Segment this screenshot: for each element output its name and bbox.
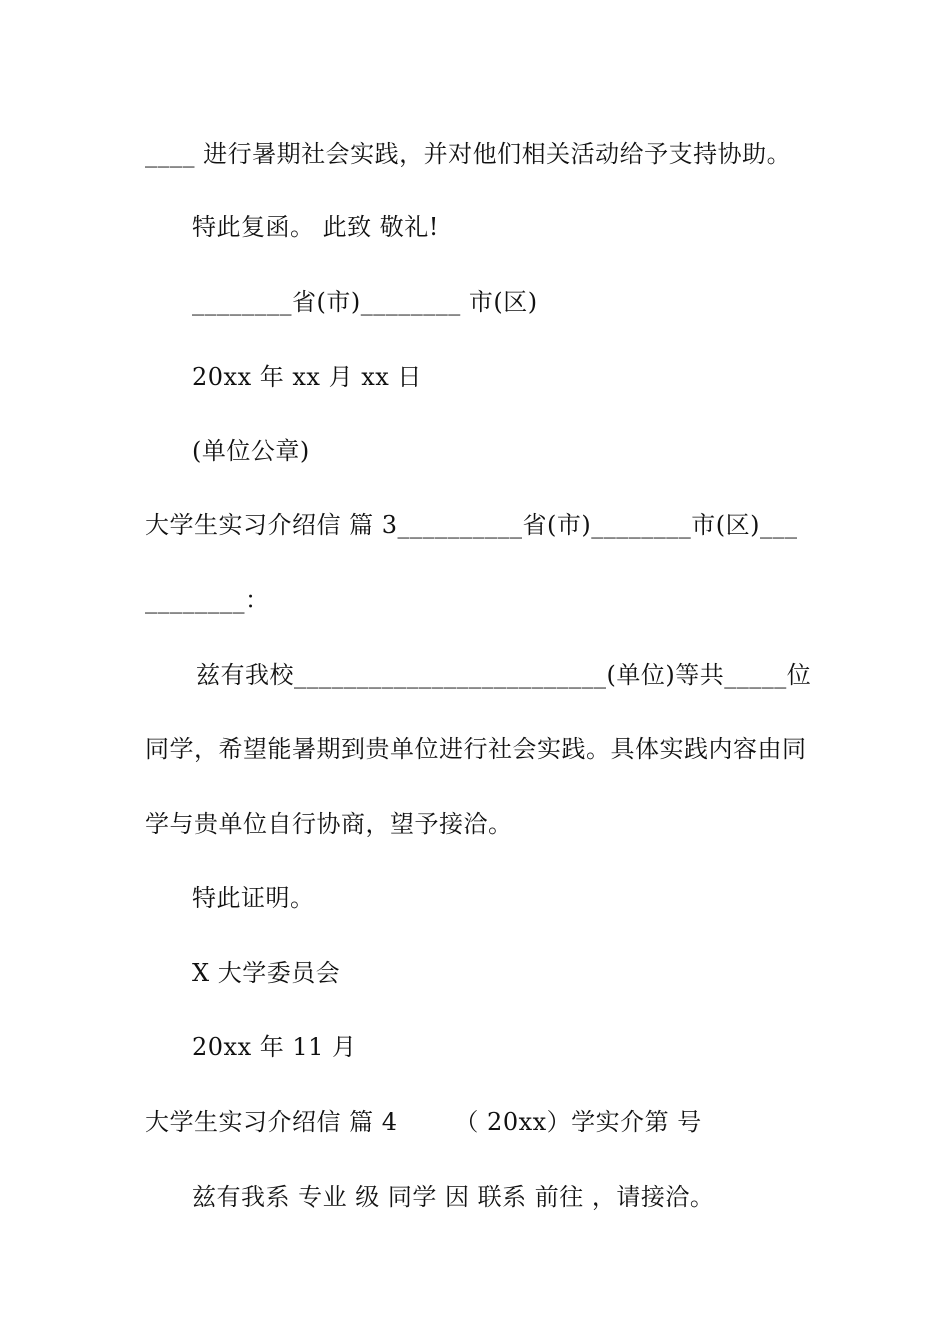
- text-line: 兹有我校_________________________(单位)等共_____位: [196, 661, 812, 689]
- section-heading: 大学生实习介绍信 篇 3__________省(市)________市(区)___: [145, 511, 798, 539]
- seal-placeholder: (单位公章): [192, 437, 310, 465]
- text-line: 兹有我系 专业 级 同学 因 联系 前往 ，请接洽。: [192, 1183, 715, 1211]
- text-line: ________省(市)________ 市(区): [192, 288, 538, 316]
- text-line: 同学，希望能暑期到贵单位进行社会实践。具体实践内容由同: [145, 735, 807, 763]
- text-line: 学与贵单位自行协商，望予接洽。: [145, 810, 513, 838]
- date-line: 20xx 年 11 月: [192, 1033, 357, 1061]
- section-heading: 大学生实习介绍信 篇 4 （ 20xx）学实介第 号: [145, 1108, 702, 1136]
- date-line: 20xx 年 xx 月 xx 日: [192, 363, 422, 391]
- text-line: ____ 进行暑期社会实践，并对他们相关活动给予支持协助。: [145, 140, 792, 168]
- text-line: ________：: [145, 586, 270, 614]
- text-line: 特此复函。 此致 敬礼!: [192, 213, 439, 241]
- signature-line: X 大学委员会: [192, 959, 341, 987]
- text-line: 特此证明。: [192, 884, 315, 912]
